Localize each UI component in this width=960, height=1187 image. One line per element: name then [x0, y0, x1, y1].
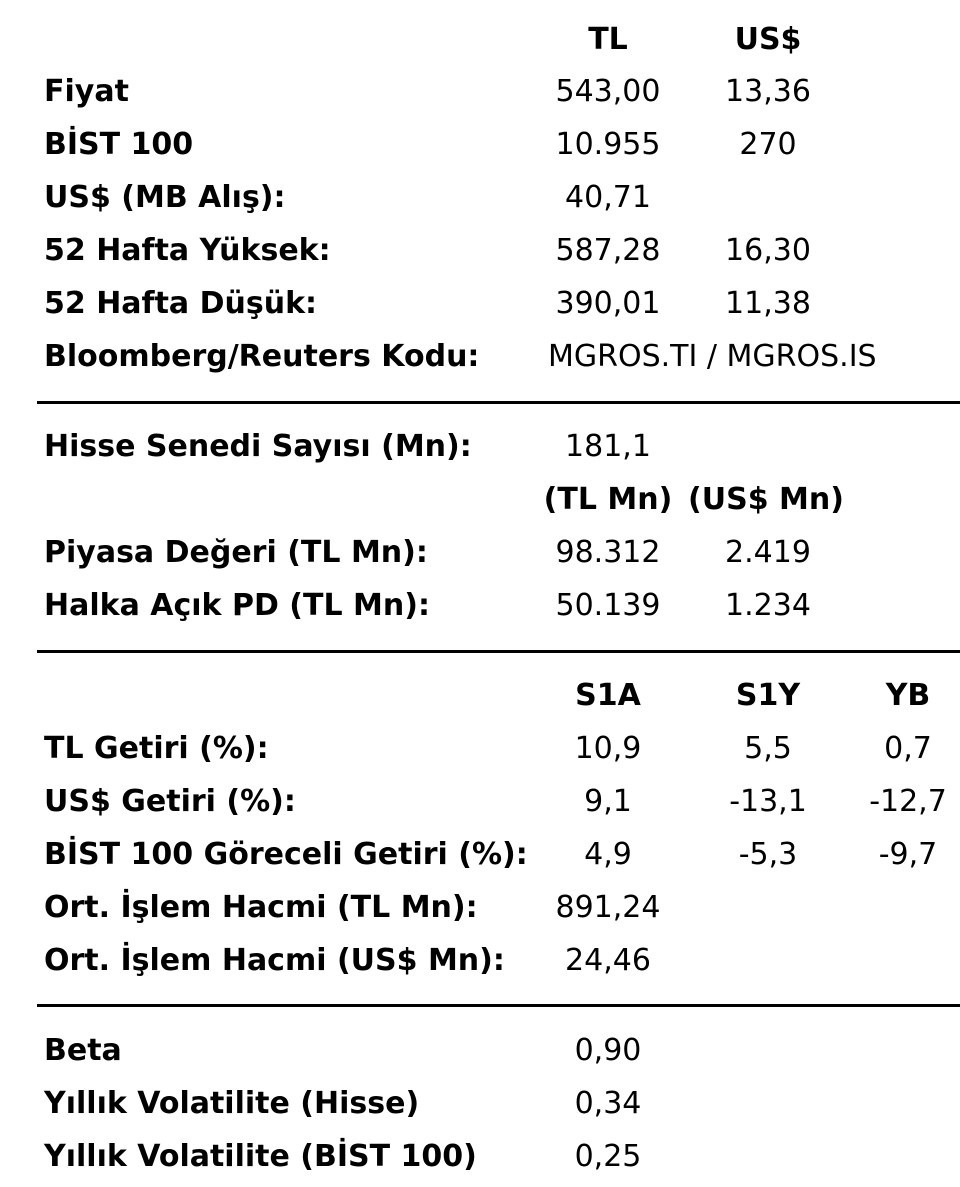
- row-label-free-float-cap: Halka Açık PD (TL Mn):: [44, 588, 430, 623]
- value-tl-return-s1y: 5,5: [744, 731, 792, 766]
- value-volatility-stock: 0,34: [574, 1086, 642, 1121]
- value-fiyat-usd: 13,36: [725, 74, 811, 109]
- value-volatility-index: 0,25: [574, 1139, 642, 1174]
- value-52w-low-usd: 11,38: [725, 286, 811, 321]
- value-usd-return-yb: -12,7: [869, 784, 947, 819]
- value-52w-high-usd: 16,30: [725, 233, 811, 268]
- row-label-usd-return: US$ Getiri (%):: [44, 784, 296, 819]
- value-ticker-code: MGROS.TI / MGROS.IS: [548, 339, 877, 374]
- row-label-avg-volume-tl: Ort. İşlem Hacmi (TL Mn):: [44, 890, 478, 925]
- section-divider: [37, 1004, 960, 1007]
- value-52w-low-tl: 390,01: [555, 286, 661, 321]
- section-divider: [37, 650, 960, 653]
- row-label-avg-volume-usd: Ort. İşlem Hacmi (US$ Mn):: [44, 943, 505, 978]
- row-label-usd-rate: US$ (MB Alış):: [44, 180, 286, 215]
- row-label-52w-low: 52 Hafta Düşük:: [44, 286, 318, 321]
- value-avg-volume-usd: 24,46: [565, 943, 651, 978]
- value-market-cap-usd: 2.419: [725, 535, 811, 570]
- value-bist100-tl: 10.955: [555, 127, 661, 162]
- value-relative-return-s1y: -5,3: [738, 837, 798, 872]
- row-label-volatility-stock: Yıllık Volatilite (Hisse): [44, 1086, 420, 1121]
- row-label-ticker-code: Bloomberg/Reuters Kodu:: [44, 339, 480, 374]
- value-usd-return-s1y: -13,1: [729, 784, 807, 819]
- header-usd-mn: (US$ Mn): [688, 482, 844, 517]
- header-tl: TL: [588, 22, 628, 57]
- row-label-tl-return: TL Getiri (%):: [44, 731, 269, 766]
- value-relative-return-s1a: 4,9: [584, 837, 632, 872]
- row-label-beta: Beta: [44, 1033, 122, 1068]
- value-fiyat-tl: 543,00: [555, 74, 661, 109]
- row-label-volatility-index: Yıllık Volatilite (BİST 100): [44, 1139, 477, 1174]
- value-beta: 0,90: [574, 1033, 642, 1068]
- value-free-float-cap-usd: 1.234: [725, 588, 811, 623]
- value-usd-return-s1a: 9,1: [584, 784, 632, 819]
- value-usd-rate-tl: 40,71: [565, 180, 651, 215]
- row-label-market-cap: Piyasa Değeri (TL Mn):: [44, 535, 428, 570]
- value-bist100-usd: 270: [739, 127, 797, 162]
- value-free-float-cap-tl: 50.139: [555, 588, 661, 623]
- value-market-cap-tl: 98.312: [555, 535, 661, 570]
- value-shares: 181,1: [565, 429, 651, 464]
- row-label-shares: Hisse Senedi Sayısı (Mn):: [44, 429, 472, 464]
- header-yb: YB: [885, 678, 931, 713]
- row-label-fiyat: Fiyat: [44, 74, 129, 109]
- header-tl-mn: (TL Mn): [543, 482, 673, 517]
- header-usd: US$: [734, 22, 802, 57]
- header-s1a: S1A: [575, 678, 641, 713]
- section-divider: [37, 401, 960, 404]
- value-relative-return-yb: -9,7: [878, 837, 938, 872]
- value-52w-high-tl: 587,28: [555, 233, 661, 268]
- row-label-bist100: BİST 100: [44, 127, 194, 162]
- value-avg-volume-tl: 891,24: [555, 890, 661, 925]
- header-s1y: S1Y: [735, 678, 801, 713]
- row-label-relative-return: BİST 100 Göreceli Getiri (%):: [44, 837, 528, 872]
- value-tl-return-s1a: 10,9: [574, 731, 642, 766]
- row-label-52w-high: 52 Hafta Yüksek:: [44, 233, 331, 268]
- value-tl-return-yb: 0,7: [884, 731, 932, 766]
